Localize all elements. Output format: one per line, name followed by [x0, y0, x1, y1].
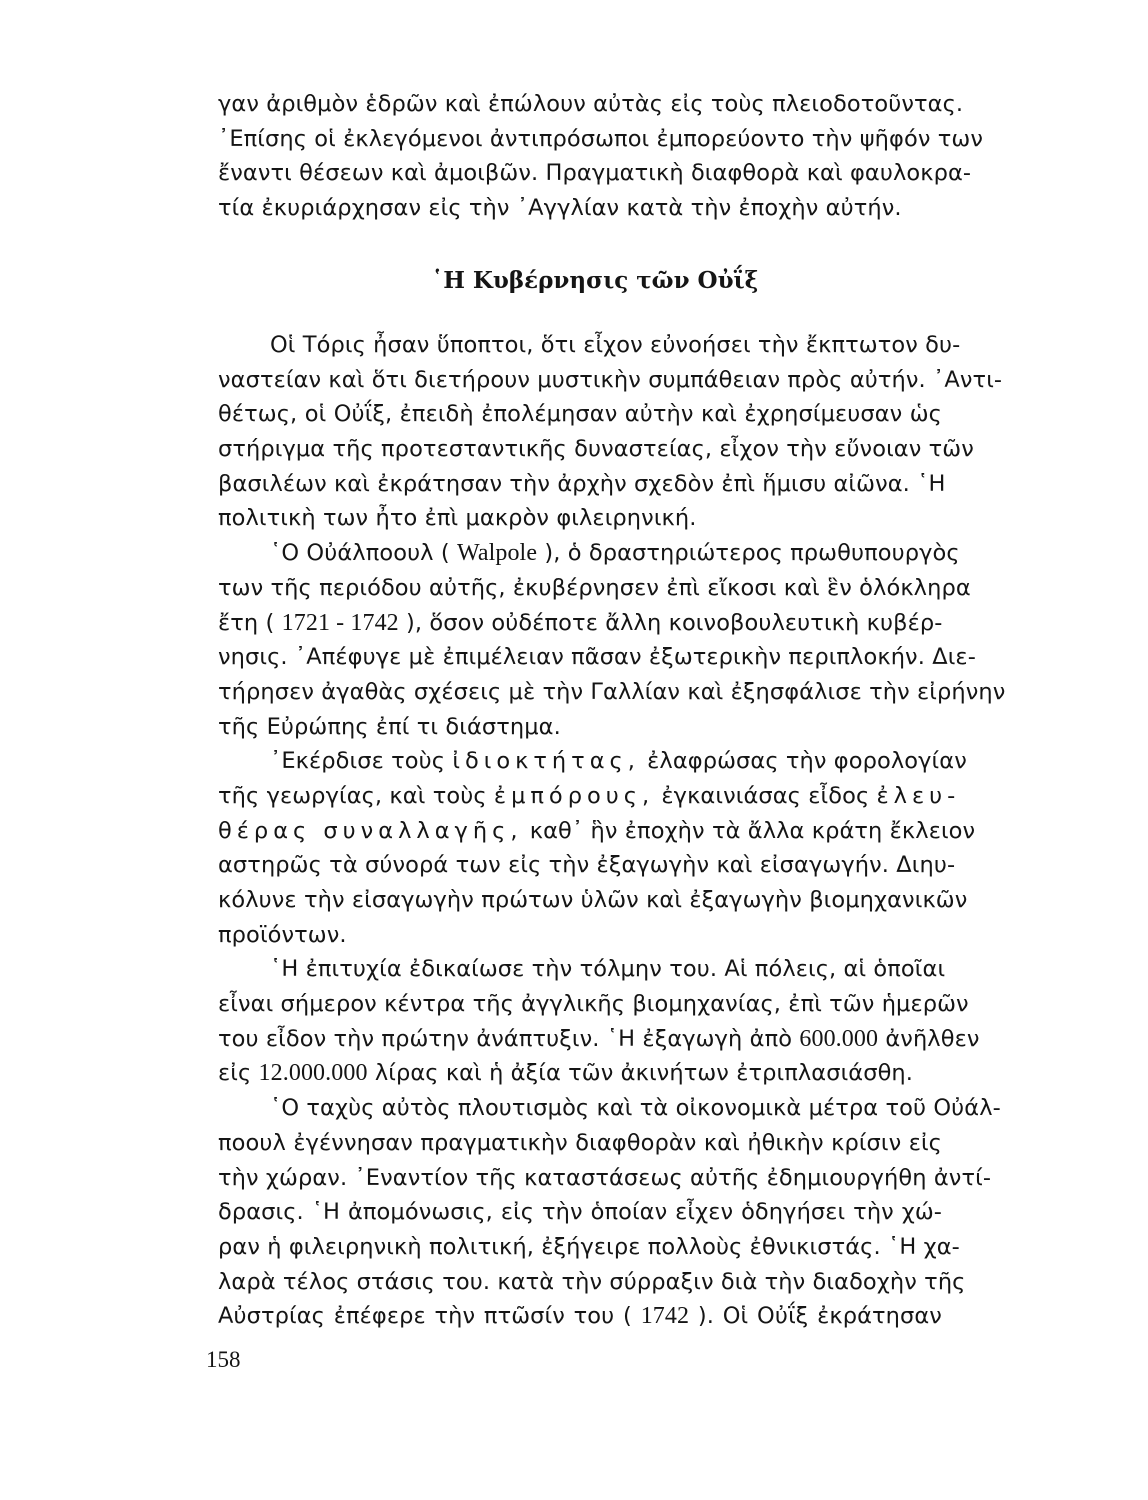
text-line: γαν ἀριθμὸν ἑδρῶν καὶ ἐπώλουν αὐτὰς εἰς τοὺς πλειοδοτοῦντας.	[218, 91, 964, 117]
text-line: ποουλ ἐγέννησαν πραγματικὴν διαφθορὰν καὶ ἠθικὴν κρίσιν εἰς	[218, 1129, 942, 1156]
fall-year: 1742	[640, 1303, 690, 1330]
text-line: ᾿Επίσης οἱ ἐκλεγόμενοι ἀντιπρόσωποι ἐμπορεύοντο τὴν ψῆφόν των	[218, 125, 983, 152]
text-line: τῆς γεωργίας, καὶ τοὺς ἐμπόρους, ἐγκαινιάσας εἶδος ἐλευ-	[218, 782, 961, 809]
text-line: τὴν χώραν. ᾿Εναντίον τῆς καταστάσεως αὐτῆς ἐδημιουργήθη ἀντί-	[218, 1164, 992, 1191]
page-number: 158	[206, 1347, 241, 1372]
export-value-to: 12.000.000	[258, 1060, 368, 1087]
text-line: θέτως, οἱ Οὐΐξ, ἐπειδὴ ἐπολέμησαν αὐτὴν καὶ ἐχρησίμευσαν ὡς	[218, 401, 942, 428]
text-line: ῾Ο Οὐάλποουλ ( Walpole ), ὁ δραστηριώτερος πρωθυπουργὸς	[270, 540, 960, 567]
main-text	[218, 328, 1006, 1334]
text-line: Οἱ Τόρις ἦσαν ὕποπτοι, ὅτι εἶχον εὐνοήσει τὴν ἔκπτωτον δυ-	[270, 332, 961, 358]
latin-name-walpole: Walpole	[457, 540, 538, 567]
text-line: πολιτικὴ των ἦτο ἐπὶ μακρὸν φιλειρηνική.	[218, 505, 697, 532]
text-line: ἔτη ( 1721 - 1742 ), ὅσον οὐδέποτε ἄλλη κοινοβουλευτικὴ κυβέρ-	[218, 609, 943, 636]
text-line: στήριγμα τῆς προτεσταντικῆς δυναστείας, εἶχον τὴν εὔνοιαν τῶν	[218, 436, 974, 463]
text-line: τήρησεν ἀγαθὰς σχέσεις μὲ τὴν Γαλλίαν καὶ ἐξησφάλισε τὴν εἰρήνην	[218, 678, 1006, 705]
text-line: εἰς 12.000.000 λίρας καὶ ἡ ἀξία τῶν ἀκινήτων ἐτριπλασιάσθη.	[218, 1060, 914, 1087]
intro-paragraph	[218, 87, 983, 226]
export-value-from: 600.000	[799, 1025, 879, 1052]
text-line: νησις. ᾿Απέφυγε μὲ ἐπιμέλειαν πᾶσαν ἐξωτερικὴν περιπλοκήν. Διε-	[218, 644, 976, 671]
text-line: βασιλέων καὶ ἐκράτησαν τὴν ἀρχὴν σχεδὸν ἐπὶ ἥμισυ αἰῶνα. ῾Η	[218, 470, 946, 497]
text-line: ἔναντι θέσεων καὶ ἀμοιβῶν. Πραγματικὴ διαφθορὰ καὶ φαυλοκρα-	[218, 160, 972, 187]
text-line: λαρὰ τέλος στάσις του. κατὰ τὴν σύρραξιν διὰ τὴν διαδοχὴν τῆς	[218, 1268, 966, 1295]
text-line: δρασις. ῾Η ἀπομόνωσις, εἰς τὴν ὁποίαν εἶχεν ὁδηγήσει τὴν χώ-	[218, 1199, 942, 1226]
text-line: τία ἐκυριάρχησαν εἰς τὴν ᾿Αγγλίαν κατὰ τὴν ἐποχὴν αὐτήν.	[218, 195, 902, 222]
text-line: κόλυνε τὴν εἰσαγωγὴν πρώτων ὑλῶν καὶ ἐξαγωγὴν βιομηχανικῶν	[218, 887, 968, 913]
text-line: ναστείαν καὶ ὅτι διετήρουν μυστικὴν συμπάθειαν πρὸς αὐτήν. ᾿Αντι-	[218, 366, 1003, 393]
text-line: αστηρῶς τὰ σύνορά των εἰς τὴν ἐξαγωγὴν καὶ εἰσαγωγήν. Διηυ-	[218, 852, 956, 879]
text-line: Αὐστρίας ἐπέφερε τὴν πτῶσίν του ( 1742 ). Οἱ Οὐΐξ ἐκράτησαν	[218, 1303, 942, 1330]
text-line: ᾿Εκέρδισε τοὺς ἰδιοκτήτας, ἐλαφρώσας τὴν φορολογίαν	[270, 748, 967, 775]
emphasized-word: ἐλευ-	[876, 782, 961, 809]
text-line: ραν ἡ φιλειρηνικὴ πολιτική, ἐξήγειρε πολλοὺς ἐθνικιστάς. ῾Η χα-	[218, 1233, 960, 1260]
text-line: προϊόντων.	[218, 921, 347, 948]
text-line: των τῆς περιόδου αὐτῆς, ἐκυβέρνησεν ἐπὶ εἴκοσι καὶ ἓν ὁλόκληρα	[218, 574, 971, 601]
text-line: εἶναι σήμερον κέντρα τῆς ἀγγλικῆς βιομηχανίας, ἐπὶ τῶν ἡμερῶν	[218, 991, 969, 1018]
text-line: του εἶδον τὴν πρώτην ἀνάπτυξιν. ῾Η ἐξαγωγὴ ἀπὸ 600.000 ἀνῆλθεν	[218, 1025, 980, 1052]
section-heading: ῾Η Κυβέρνησις τῶν Οὐΐξ	[431, 267, 759, 294]
text-line: τῆς Εὐρώπης ἐπί τι διάστημα.	[218, 713, 561, 740]
years-range: 1721 - 1742	[281, 609, 399, 636]
text-line: ῾Ο ταχὺς αὐτὸς πλουτισμὸς καὶ τὰ οἰκονομικὰ μέτρα τοῦ Οὐάλ-	[270, 1095, 1001, 1122]
emphasized-word: ἰδιοκτήτας,	[452, 748, 640, 775]
text-line: θέρας συναλλαγῆς, καθ᾿ ἣν ἐποχὴν τὰ ἄλλα κράτη ἔκλειον	[218, 817, 976, 844]
text-line: ῾Η ἐπιτυχία ἐδικαίωσε τὴν τόλμην του. Αἱ πόλεις, αἱ ὁποῖαι	[270, 956, 946, 983]
emphasized-word: θέρας συναλλαγῆς,	[218, 817, 523, 844]
emphasized-word: ἐμπόρους,	[493, 782, 655, 809]
